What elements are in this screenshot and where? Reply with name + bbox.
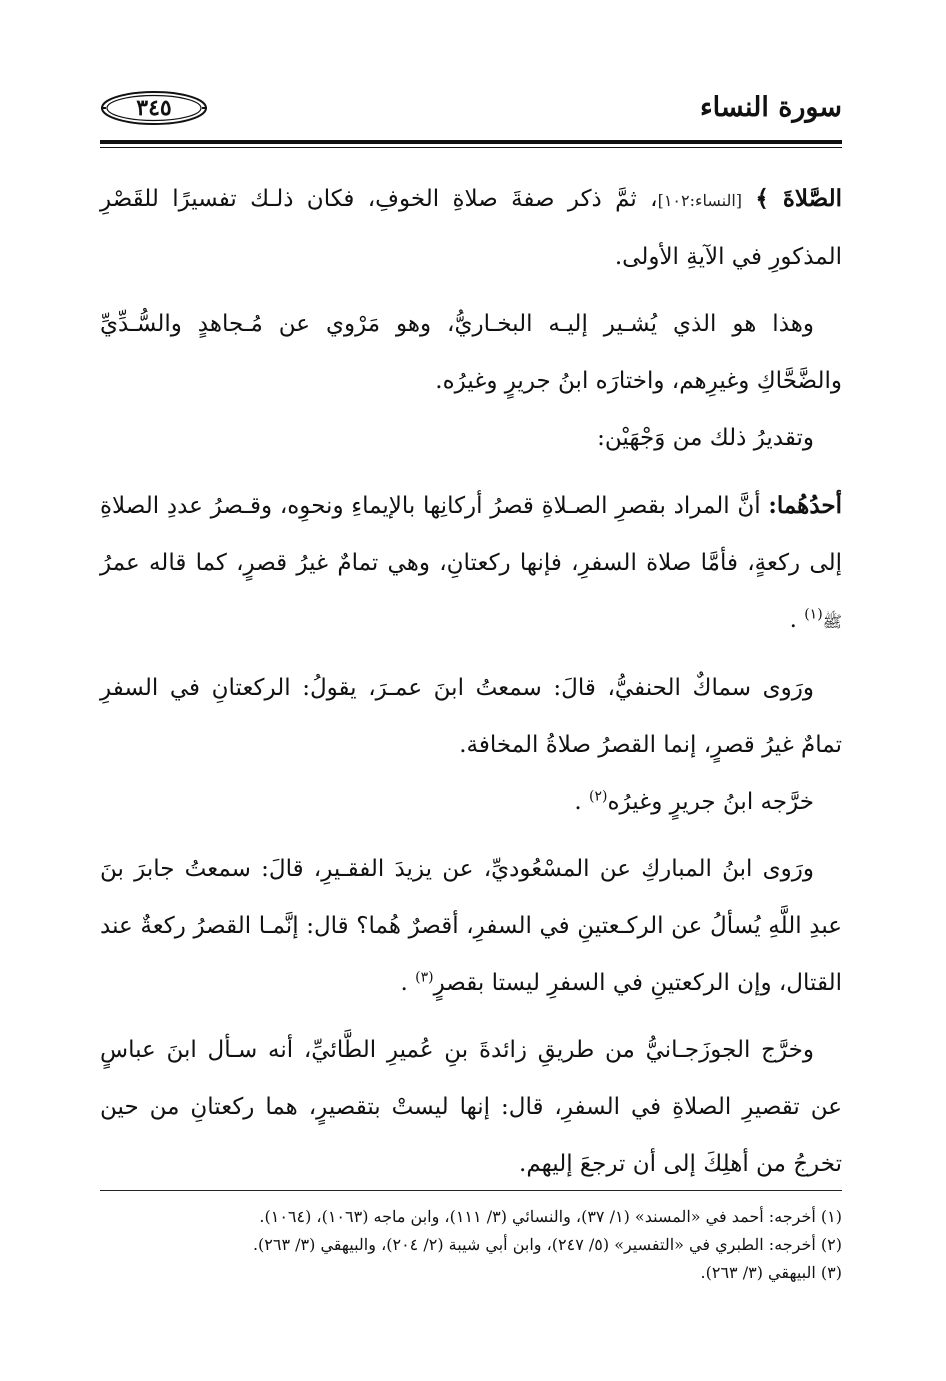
paragraph-text: خرَّجه ابنُ جريرٍ وغيرُه xyxy=(607,789,814,815)
surah-title: سورة النساء xyxy=(699,92,842,123)
main-text xyxy=(100,170,842,1193)
paragraph-text: ورَوى ابنُ المباركِ عن المسْعُوديِّ، عن يزيدَ الفقـيرِ، قالَ: سمعتُ جابرَ بنَ عبدِ اللَّهِ يُسألُ عن الركـعتينِ في السفرِ، أقصرٌ هُما؟ قال: إنَّمـا القصرُ ركعةٌ عند القتال، وإن الركعتينِ في السفرِ ليستا بقصرٍ xyxy=(100,856,842,996)
page-header xyxy=(100,86,842,138)
page-number: ٣٤٥ xyxy=(136,95,172,121)
footnote: (٣) البيهقي (٣/ ٢٦٣). xyxy=(700,1263,842,1282)
paragraph: ورَوى سماكٌ الحنفيُّ، قالَ: سمعتُ ابنَ عمـرَ، يقولُ: الركعتانِ في السفرِ تمامٌ غيرُ قصرٍ، إنما القصرُ صلاةُ المخافة. xyxy=(100,675,842,758)
paragraph-lead: أحدُهُما: xyxy=(768,492,842,519)
paragraph: ورَوى ابنُ المباركِ عن المسْعُوديِّ، عن يزيدَ الفقـيرِ، قالَ: سمعتُ جابرَ بنَ عبدِ اللَّهِ يُسألُ عن الركـعتينِ في السفرِ، أقصرٌ هُما؟ قال: إنَّمـا القصرُ ركعةٌ عند القتال، وإن الركعتينِ في السفرِ ليستا بقصرٍ$^{(٣)}$ . xyxy=(100,856,842,996)
footnote: (٢) أخرجه: الطبري في «التفسير» (٥/ ٢٤٧)، وابن أبي شيبة (٢/ ٢٠٤)، والبيهقي (٣/ ٢٦٣). xyxy=(252,1235,842,1254)
footnotes xyxy=(100,1203,842,1287)
verse-reference: [النساء:١٠٢] xyxy=(657,191,743,210)
footnote-marker: (٣) xyxy=(415,969,434,986)
footnote: (١) أخرجه: أحمد في «المسند» (١/ ٣٧)، والنسائي (٣/ ١١١)، وابن ماجه (١٠٦٣)، (١٠٦٤). xyxy=(259,1207,842,1226)
paragraph: خرَّجه ابنُ جريرٍ وغيرُه$^{(٢)}$ . xyxy=(574,788,814,815)
header-rule-thin xyxy=(100,147,842,148)
footnote-separator xyxy=(100,1190,842,1191)
paragraph: وهذا هو الذي يُشـير إليـه البخـاريُّ، وهو مَرْوي عن مُـجاهدٍ والسُّـدِّيِّ والضَّحَّاكِ وغيرِهم، واختارَه ابنُ جريرٍ وغيرُه. xyxy=(100,311,842,394)
paragraph-text: ، ثمَّ ذكر صفةَ صلاةِ الخوفِ، فكان ذلـك تفسيرًا للقَصْرِ المذكورِ في الآيةِ الأولى. xyxy=(100,186,842,270)
paragraph-text: أنَّ المراد بقصرِ الصـلاةِ قصرُ أركانِها بالإيماءِ ونحوِه، وقـصرُ عددِ الصلاةِ إلى ركعةٍ، فأمَّا صلاة السفرِ، فإنها ركعتانِ، وهي تمامٌ غيرُ قصرٍ، كما قاله عمرُ xyxy=(100,493,842,576)
honorific-glyph: ﷺ xyxy=(822,612,842,631)
quran-excerpt: الصَّلاةَ ﴾ xyxy=(755,185,842,212)
paragraph: وخرَّج الجوزَجـانيُّ من طريقِ زائدةَ بنِ عُميرِ الطَّائيِّ، أنه سـأل ابنَ عباسٍ عن تقصيرِ الصلاةِ في السفرِ، قال: إنها ليستْ بتقصيرٍ، هما ركعتانِ من حين تخرجُ من أهلِكَ إلى أن ترجعَ إليهم. xyxy=(100,1037,842,1177)
paragraph: وتقديرُ ذلك من وَجْهَيْن: xyxy=(597,425,814,451)
paragraph xyxy=(100,170,842,286)
header-rule xyxy=(100,140,842,144)
paragraph: أحدُهُما: أنَّ المراد بقصرِ الصـلاةِ قصرُ أركانِها بالإيماءِ ونحوِه، وقـصرُ عددِ الصلاةِ إلى ركعةٍ، فأمَّا صلاة السفرِ، فإنها ركعتانِ، وهي تمامٌ غيرُ قصرٍ، كما قاله عمرُ ﷺ$^{(١)}$ . xyxy=(100,492,842,633)
footnote-marker: (١) xyxy=(804,606,823,623)
footnote-marker: (٢) xyxy=(589,788,608,805)
